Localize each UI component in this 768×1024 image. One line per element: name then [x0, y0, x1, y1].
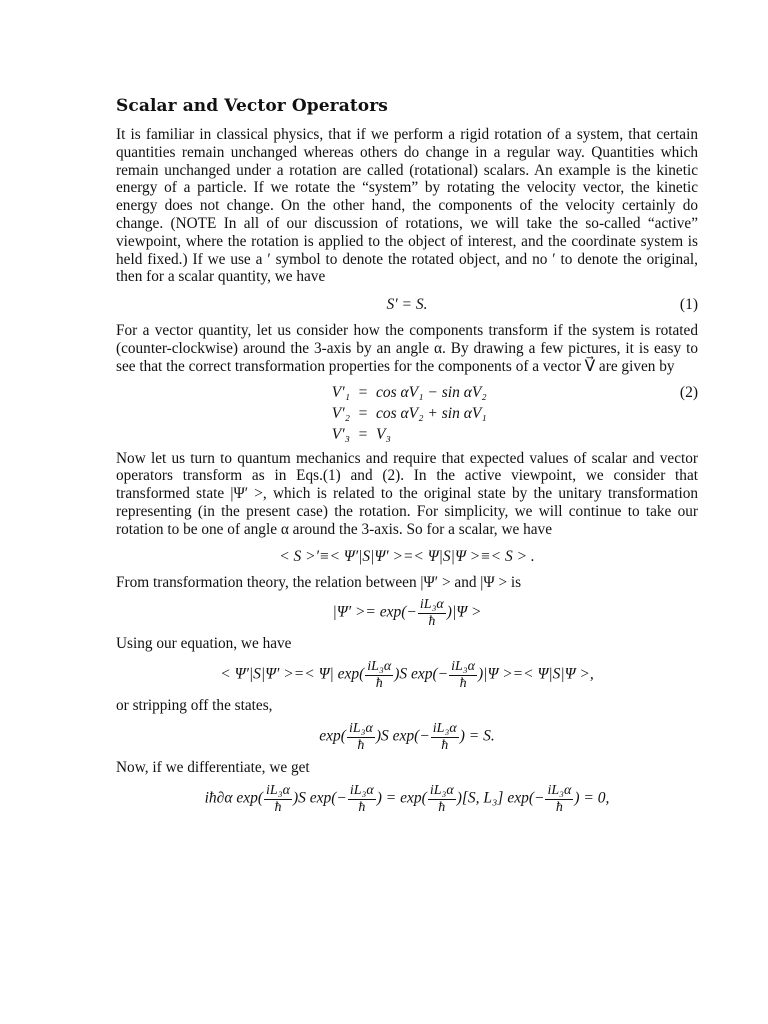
eq4-fraction: [418, 597, 446, 629]
eq6-frac2-den: ħ: [441, 737, 449, 753]
equation-1: [116, 296, 698, 314]
eq2-row3-lhs: V′₃: [331, 425, 350, 443]
eq7-frac3-num: iL₃α: [429, 782, 454, 798]
eq2-row1-rel: =: [358, 383, 368, 401]
eq2-row2-rel: =: [358, 404, 368, 422]
eq7-fraction-1: [264, 783, 292, 815]
paragraph-differentiate: Now, if we differentiate, we get: [116, 758, 310, 776]
eq2-row1-lhs: V′₁: [331, 383, 350, 401]
eq5-frac2-den: ħ: [459, 676, 467, 692]
eq5-part-a: < Ψ′|S|Ψ′ >=< Ψ| exp(: [220, 665, 365, 683]
paragraph-intro: It is familiar in classical physics, that if we perform a rigid rotation of a system, that certain quantities remain unchanged whereas others do change in a regular way. Quantities which remain unchanged under a rotation are called (rotational) scalars. An example is the kinetic energy of a particle. If we rotate the “system” by rotating the velocity vector, the kinetic energy does not change. On the other hand, the components of the velocity certainly do change. (NOTE In all of our discussion of rotations, we will take the so-called “active” viewpoint, where the rotation is applied to the object of interest, and the coordinate system is held fixed.) If we use a ′ symbol to denote the rotated object, and no ′ to denote the original, then for a scalar quantity, we have: [116, 126, 698, 286]
eq4-right: )|Ψ >: [446, 603, 482, 621]
eq6-fraction-2: [431, 721, 459, 753]
document-page: [116, 96, 698, 821]
equation-5: [116, 659, 698, 691]
eq7-fraction-2: [348, 783, 376, 815]
eq2-row3-rhs: V₃: [376, 425, 391, 443]
eq4-frac-num: iL₃α: [419, 597, 444, 613]
eq6-frac1-num: iL₃α: [348, 720, 373, 736]
paragraph-stripping: or stripping off the states,: [116, 697, 273, 715]
section-title: Scalar and Vector Operators: [116, 96, 388, 116]
eq5-fraction-1: [365, 659, 393, 691]
eq6-frac1-den: ħ: [357, 737, 365, 753]
paragraph-transformation: From transformation theory, the relation between |Ψ′ > and |Ψ > is: [116, 573, 522, 591]
equation-7: [116, 783, 698, 815]
eq7-frac1-num: iL₃α: [266, 782, 290, 798]
eq5-frac2-num: iL₃α: [451, 659, 476, 675]
equation-6: [116, 721, 698, 753]
eq2-row2-lhs: V′₂: [331, 404, 350, 422]
eq7-part-e: ) = 0,: [574, 789, 610, 807]
eq5-frac1-num: iL₃α: [367, 659, 392, 675]
eq6-fraction-1: [347, 721, 375, 753]
eq7-frac2-den: ħ: [358, 799, 366, 815]
eq5-fraction-2: [449, 659, 477, 691]
equation-1-number: (1): [679, 296, 698, 314]
paragraph-vector: For a vector quantity, let us consider how the components transform if the system is rotated (counter-clockwise) around the 3-axis by an angle α. By drawing a few pictures, it is easy to see that the correct transformation properties for the components of a vector V⃗ are given by: [116, 322, 698, 375]
eq7-frac2-num: iL₃α: [349, 782, 374, 798]
eq4-frac-den: ħ: [428, 614, 436, 630]
eq7-frac4-den: ħ: [555, 799, 563, 815]
eq5-frac1-den: ħ: [375, 676, 383, 692]
eq6-part-a: exp(: [319, 727, 346, 745]
equation-4: [116, 597, 698, 629]
eq5-part-c: )|Ψ >=< Ψ|S|Ψ >,: [478, 665, 594, 683]
eq2-row2-rhs: cos αV₂ + sin αV₁: [376, 404, 487, 422]
eq5-part-b: )S exp(−: [394, 665, 449, 683]
equation-3: [116, 548, 698, 566]
eq7-part-a: iħ∂α exp(: [204, 789, 264, 807]
eq7-part-d: )[S, L₃] exp(−: [456, 789, 545, 807]
eq7-fraction-4: [545, 783, 573, 815]
eq7-part-b: )S exp(−: [292, 789, 347, 807]
paragraph-quantum: Now let us turn to quantum mechanics and require that expected values of scalar and vector operators transform as in Eqs.(1) and (2). In the active viewpoint, we consider that transformed state |Ψ′ >, which is related to the original state by the unitary transformation representing (in the present case) the rotation. For simplicity, we will continue to take our rotation to be one of angle α around the 3-axis. So for a scalar, we have: [116, 449, 698, 538]
equation-3-body: < S >′≡< Ψ′|S|Ψ′ >=< Ψ|S|Ψ >≡< S > .: [279, 547, 535, 565]
eq6-part-b: )S exp(−: [375, 727, 430, 745]
equation-1-body: S′ = S.: [386, 296, 428, 314]
eq6-frac2-num: iL₃α: [432, 720, 457, 736]
eq6-part-c: ) = S.: [459, 727, 495, 745]
eq7-frac1-den: ħ: [274, 799, 282, 815]
eq4-left: |Ψ′ >= exp(−: [332, 603, 417, 621]
paragraph-using: Using our equation, we have: [116, 635, 292, 653]
equation-2: [116, 384, 698, 444]
eq7-part-c: ) = exp(: [376, 789, 427, 807]
eq2-row3-rel: =: [358, 425, 368, 443]
equation-2-number: (2): [679, 383, 698, 401]
eq7-frac3-den: ħ: [438, 799, 446, 815]
eq2-row1-rhs: cos αV₁ − sin αV₂: [376, 383, 487, 401]
equation-2-array: [116, 384, 698, 444]
eq7-fraction-3: [428, 783, 456, 815]
eq7-frac4-num: iL₃α: [547, 782, 572, 798]
